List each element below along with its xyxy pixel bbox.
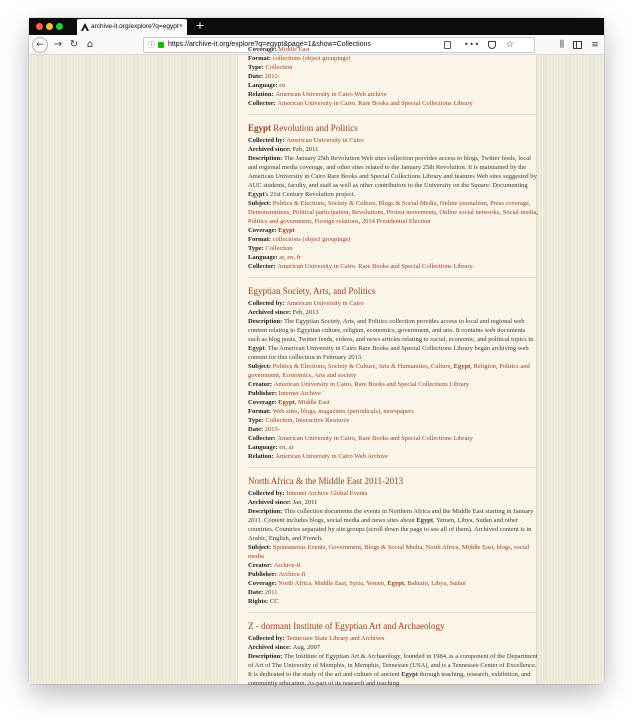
- field-value-link[interactable]: en: [287, 254, 294, 261]
- field-value-link[interactable]: North Africa: [278, 580, 312, 587]
- metadata-field: [248, 81, 538, 90]
- field-label: Date:: [248, 589, 265, 596]
- field-label: Archived since:: [248, 309, 293, 316]
- metadata-field: Subject: Politics & Elections, Society & Culture, Arts & Humanities, Culture, Egypt, Religion, Politics and government, Economics, Arts and society: [248, 363, 530, 379]
- field-label: Type:: [248, 64, 266, 71]
- field-label: Description:: [248, 155, 284, 162]
- library-icon[interactable]: ⫼: [559, 40, 565, 50]
- result-item: [248, 115, 538, 278]
- field-label: Relation:: [248, 453, 276, 460]
- archived-since-value: Aug, 2007: [292, 644, 321, 651]
- collected-by-link[interactable]: Internet Archive Global Events: [286, 490, 368, 497]
- field-value-link[interactable]: Politics & Elections: [272, 363, 325, 370]
- search-term-highlight: Egypt: [248, 345, 265, 352]
- field-value-link[interactable]: Middle East: [278, 46, 310, 53]
- field-value-link[interactable]: magazines (periodicals): [318, 408, 381, 415]
- field-label: Format:: [248, 55, 273, 62]
- page-actions-icon[interactable]: •••: [464, 40, 480, 49]
- field-value-link[interactable]: Protest movements: [386, 209, 437, 216]
- field-value-link[interactable]: Religion: [473, 363, 496, 370]
- collected-by-field: [248, 299, 538, 308]
- collected-by-field: [248, 136, 538, 145]
- metadata-field: Coverage: Egypt, Middle East: [248, 399, 330, 406]
- metadata-field: Subject: Politics & Elections, Society & Culture, Blogs & Social Media, Online journalism, Press coverage, Demonstrations, Political participation, Revolutions, Protest movements, Online social networks, Social media, Politics and government, Foreign relations, 2014 Presidential Election: [248, 200, 538, 225]
- description-field: [248, 317, 538, 362]
- field-value-link[interactable]: Egypt: [278, 227, 295, 234]
- field-value-link[interactable]: Economics: [282, 372, 312, 379]
- field-label: Coverage:: [248, 46, 279, 53]
- metadata-field: [248, 244, 538, 253]
- field-value-link[interactable]: Politics & Elections: [272, 200, 325, 207]
- metadata-field: [248, 597, 538, 606]
- result-item: [248, 613, 538, 695]
- field-label: Rights:: [248, 598, 270, 605]
- metadata-field: [248, 54, 538, 63]
- results-list: [248, 45, 538, 695]
- field-value-link[interactable]: Government: [328, 544, 362, 551]
- field-value-link[interactable]: Culture: [430, 363, 451, 370]
- collected-by-field: [248, 489, 538, 498]
- metadata-field: [248, 389, 538, 398]
- field-value: CC: [269, 598, 279, 605]
- field-value-link[interactable]: Internet Archive: [278, 390, 321, 397]
- field-value-link[interactable]: ar: [288, 444, 294, 451]
- field-value-link[interactable]: 2011: [264, 589, 278, 596]
- field-value-link[interactable]: 2013-: [264, 426, 280, 433]
- maximize-window-button[interactable]: [56, 23, 63, 30]
- field-label: Description:: [248, 508, 284, 515]
- metadata-field: Language: ar, en, fr: [248, 254, 302, 261]
- metadata-field: Language: en, ar: [248, 444, 294, 451]
- field-value-link[interactable]: Yemen: [366, 580, 385, 587]
- close-window-button[interactable]: [36, 23, 43, 30]
- bookmark-star-icon[interactable]: ☆: [506, 40, 515, 50]
- field-label: Subject:: [248, 363, 273, 370]
- result-title-link[interactable]: [248, 122, 538, 134]
- description-text: . The American University in Cairo Rare Books and Special Collections Library began archiving web content for this collection in February 2013.: [248, 345, 529, 361]
- description-text: , Yemen, Libya, Sudan and other countries. Countries separated by site groups (scroll down the page to see all of them). Archived content is in Arabic, English, and French.: [248, 517, 532, 542]
- field-label: Type:: [248, 417, 266, 424]
- collected-by-link[interactable]: Tennessee State Library and Archives: [286, 635, 385, 642]
- field-label: Relation:: [248, 91, 276, 98]
- url-text[interactable]: https://archive-it.org/explore?q=egypt&page=1&show=Collections: [168, 41, 371, 48]
- field-label: Collected by:: [248, 300, 287, 307]
- field-value-link[interactable]: Politics and government: [248, 363, 530, 379]
- new-tab-button[interactable]: +: [195, 19, 205, 32]
- field-value-link[interactable]: Egypt: [387, 580, 405, 587]
- metadata-field: [248, 72, 538, 81]
- field-value-link[interactable]: American University in Cairo: [273, 381, 352, 388]
- field-value-link[interactable]: Archive-It: [278, 571, 306, 578]
- field-value-link[interactable]: Political participation: [292, 209, 349, 216]
- title-text: North Africa & the Middle East 2011-2013: [248, 476, 404, 486]
- field-value-link[interactable]: American University in Cairo. Rare Books and Special Collections Library.: [277, 263, 474, 270]
- field-label: Coverage:: [248, 580, 279, 587]
- lock-icon: [158, 42, 164, 48]
- metadata-field: Collector: American University in Cairo, Rare Books and Special Collections Library: [248, 435, 473, 442]
- field-label: Coverage:: [248, 399, 279, 406]
- field-value-link[interactable]: Collection: [265, 245, 293, 252]
- archived-since-field: [248, 145, 538, 154]
- metadata-field: [248, 226, 538, 235]
- field-label: Collector:: [248, 263, 278, 270]
- field-value-link[interactable]: Press coverage: [490, 200, 529, 207]
- field-value-link[interactable]: Foreign relations: [314, 218, 359, 225]
- metadata-field: Type: Collection, Interactive Resource: [248, 417, 350, 424]
- field-value-link[interactable]: Middle East: [314, 580, 347, 587]
- field-value-link[interactable]: Online social networks: [439, 209, 500, 216]
- field-label: Date:: [248, 426, 265, 433]
- field-label: Archived since:: [248, 644, 293, 651]
- back-button[interactable]: ←: [32, 37, 48, 53]
- field-value-link[interactable]: Collection: [265, 417, 293, 424]
- site-info-icon[interactable]: ⓘ: [148, 41, 155, 49]
- close-tab-icon[interactable]: ×: [178, 23, 183, 30]
- field-value-link[interactable]: social media: [248, 544, 530, 560]
- field-value-link[interactable]: fr: [296, 254, 302, 261]
- field-value-link[interactable]: Arts & Humanities: [378, 363, 428, 370]
- field-value-link[interactable]: Social media: [502, 209, 537, 216]
- metadata-field: Creator: American University in Cairo, Rare Books and Special Collections Library: [248, 381, 470, 388]
- field-label: Date:: [248, 73, 265, 80]
- field-value-link[interactable]: en: [279, 82, 286, 89]
- active-tab[interactable]: [77, 19, 187, 35]
- field-value-link[interactable]: Revolutions: [351, 209, 384, 216]
- tab-strip: [29, 18, 604, 35]
- archived-since-field: [248, 643, 538, 652]
- metadata-field: [248, 262, 538, 271]
- field-value-link[interactable]: Blogs & Social Media: [378, 200, 437, 207]
- description-text: The January 25th Revolution Web sites collection provides access to blogs, Twitter feeds, local and regional media coverage, and other sites related to the January 25th Revolution. It is maintained by the American University in Cairo Rare Books and Special Collections Library and features Web sites suggested by AUC students, faculty, and staff as well as other contributors to the University on the Square: Documenting: [248, 155, 537, 189]
- field-label: Creator:: [248, 381, 274, 388]
- field-value-link[interactable]: American University in Cairo: [277, 435, 355, 442]
- field-label: Format:: [248, 408, 273, 415]
- archive-it-favicon-icon: [81, 23, 89, 31]
- title-text: Z - dormant Institute of Egyptian Art and Archaeology: [248, 621, 445, 631]
- field-label: Collected by:: [248, 635, 287, 642]
- reload-button[interactable]: ↻: [69, 39, 79, 50]
- browser-window: [29, 18, 604, 687]
- home-button[interactable]: ⌂: [86, 39, 94, 50]
- description-text: This collection documents the events in Northern Africa and the Middle East starting in January 2011. Content includes blogs, social media and news sites about: [248, 508, 534, 524]
- title-text: Revolution and Politics: [271, 123, 358, 133]
- metadata-field: [248, 99, 538, 108]
- description-field: [248, 507, 538, 543]
- field-value-link[interactable]: 2014 Presidential Election: [361, 218, 431, 225]
- title-highlight: Egypt: [248, 123, 272, 133]
- field-value-link[interactable]: collections (object groupings): [272, 55, 351, 62]
- field-value-link[interactable]: Libya: [431, 580, 447, 587]
- field-label: Archived since:: [248, 499, 293, 506]
- results-column: [237, 46, 538, 687]
- field-value-link[interactable]: Sudan: [449, 580, 466, 587]
- description-text: 's 21st Century Revolution project.: [264, 191, 356, 198]
- field-value-link[interactable]: collections (object groupings): [272, 236, 351, 243]
- field-value-link[interactable]: Politics and government: [248, 218, 312, 225]
- field-label: Format:: [248, 236, 273, 243]
- field-value-link[interactable]: Society & Culture: [327, 200, 376, 207]
- result-item: [248, 278, 538, 468]
- field-value-link[interactable]: Demonstrations: [248, 209, 290, 216]
- field-value-link[interactable]: American University in Cairo Web archive: [275, 91, 387, 98]
- field-value-link[interactable]: Middle East: [298, 399, 330, 406]
- field-value-link[interactable]: ar: [279, 254, 285, 261]
- archived-since-value: Feb, 2011: [292, 146, 319, 153]
- collected-by-field: [248, 634, 538, 643]
- result-title-link[interactable]: [248, 475, 538, 487]
- field-label: Language:: [248, 444, 280, 451]
- field-label: Subject:: [248, 200, 273, 207]
- field-label: Subject:: [248, 544, 273, 551]
- metadata-field: [248, 45, 538, 54]
- field-value-link[interactable]: Web sites: [272, 408, 298, 415]
- sidebar-icon[interactable]: [572, 37, 584, 53]
- field-value-link[interactable]: Egypt: [278, 399, 295, 406]
- field-label: Collected by:: [248, 137, 287, 144]
- field-value-link[interactable]: 2012-: [264, 73, 280, 80]
- result-title-link[interactable]: [248, 620, 538, 632]
- metadata-field: Coverage: North Africa, Middle East, Syria, Yemen, Egypt, Bahrain, Libya, Sudan: [248, 580, 466, 587]
- archived-since-value: Feb, 2013: [292, 309, 319, 316]
- field-value-link[interactable]: Rare Books and Special Collections Library: [358, 435, 473, 442]
- metadata-field: [248, 63, 538, 72]
- metadata-field: Format: Web sites, blogs, magazines (periodicals), newspapers: [248, 408, 414, 415]
- search-term-highlight: Egypt: [416, 517, 433, 524]
- field-label: Collector:: [248, 100, 278, 107]
- result-item: [248, 468, 538, 613]
- field-value-link[interactable]: Society & Culture: [327, 363, 376, 370]
- field-value-link[interactable]: American University in Cairo Web Archive: [275, 453, 389, 460]
- field-label: Collected by:: [248, 490, 287, 497]
- menu-icon[interactable]: ≡: [591, 40, 599, 50]
- search-term-highlight: Egypt: [248, 191, 265, 198]
- field-value-link[interactable]: American University in Cairo. Rare Books and Special Collections Library: [277, 100, 473, 107]
- forward-button[interactable]: →: [53, 39, 63, 50]
- metadata-field: Subject: Spontaneous Events, Government, Blogs & Social Media, North Africa, Middle East, blogs, social media: [248, 544, 530, 560]
- field-value-link[interactable]: North Africa: [425, 544, 459, 551]
- archived-since-field: [248, 498, 538, 507]
- metadata-field: [248, 235, 538, 244]
- description-text: The Egyptian Society, Arts, and Politics collection provides access to local and regional web content relating to Egyptian culture, religion, economics, government, and arts. It contains web documents such as blog posts, Twitter feeds, videos, and news articles relating to social, economic, and political topics in: [248, 318, 534, 343]
- field-value-link[interactable]: Middle East: [461, 544, 494, 551]
- archived-since-value: Jan, 2011: [292, 499, 318, 506]
- field-value-link[interactable]: Syria: [349, 580, 363, 587]
- field-value-link[interactable]: Blogs & Social Media: [364, 544, 423, 551]
- metadata-field: [248, 425, 538, 434]
- field-value-link[interactable]: Archive-It: [273, 562, 301, 569]
- field-label: Publisher:: [248, 571, 279, 578]
- collected-by-link[interactable]: American University in Cairo: [286, 300, 364, 307]
- archived-since-field: [248, 308, 538, 317]
- field-label: Language:: [248, 254, 280, 261]
- metadata-field: [248, 588, 538, 597]
- title-text: Egyptian Society, Arts, and Politics: [248, 286, 376, 296]
- field-value-link[interactable]: blogs: [496, 544, 511, 551]
- metadata-field: [248, 570, 538, 579]
- field-label: Publisher:: [248, 390, 279, 397]
- field-label: Description:: [248, 318, 284, 325]
- description-text: The Institute of Egyptian Art & Archaeology, founded in 1984, is a component of the Department of Art of The University of Memphis, in Memphis, Tennessee (USA), and is a Tennessee Center of Excellence. It is dedicated to the study of the art and culture of ancient: [248, 653, 538, 678]
- metadata-field: [248, 452, 538, 461]
- field-value-link[interactable]: newspapers: [383, 408, 414, 415]
- field-value-link[interactable]: Online journalism: [439, 200, 487, 207]
- field-value-link[interactable]: Arts and society: [314, 372, 357, 379]
- field-value-link[interactable]: Bahrain: [407, 580, 428, 587]
- field-value-link[interactable]: Collection: [265, 64, 293, 71]
- field-label: Coverage:: [248, 227, 279, 234]
- field-value-link[interactable]: en: [279, 444, 286, 451]
- result-item: [248, 45, 538, 115]
- collected-by-link[interactable]: American University in Cairo: [286, 137, 364, 144]
- field-label: Description:: [248, 653, 284, 660]
- field-label: Collector:: [248, 435, 278, 442]
- description-field: [248, 154, 538, 199]
- field-value-link[interactable]: Spontaneous Events: [272, 544, 326, 551]
- metadata-field: [248, 561, 538, 570]
- field-label: Archived since:: [248, 146, 293, 153]
- result-title-link[interactable]: [248, 285, 538, 297]
- field-value-link[interactable]: Rare Books and Special Collections Library: [354, 381, 470, 388]
- metadata-field: [248, 90, 538, 99]
- page-viewport: [29, 46, 604, 687]
- search-term-highlight: Egypt: [401, 671, 418, 678]
- tab-title: archive-it.org/explore?q=egypt: [91, 23, 179, 30]
- description-field: [248, 652, 538, 688]
- field-label: Creator:: [248, 562, 274, 569]
- field-label: Language:: [248, 82, 280, 89]
- field-value-link[interactable]: Egypt: [453, 363, 471, 370]
- description-text: through teaching, research, exhibition, and community education. As part of its research and teaching: [248, 671, 531, 687]
- field-value-link[interactable]: blogs: [300, 408, 316, 415]
- field-value-link[interactable]: Interactive Resource: [295, 417, 350, 424]
- field-label: Type:: [248, 245, 266, 252]
- minimize-window-button[interactable]: [46, 23, 53, 30]
